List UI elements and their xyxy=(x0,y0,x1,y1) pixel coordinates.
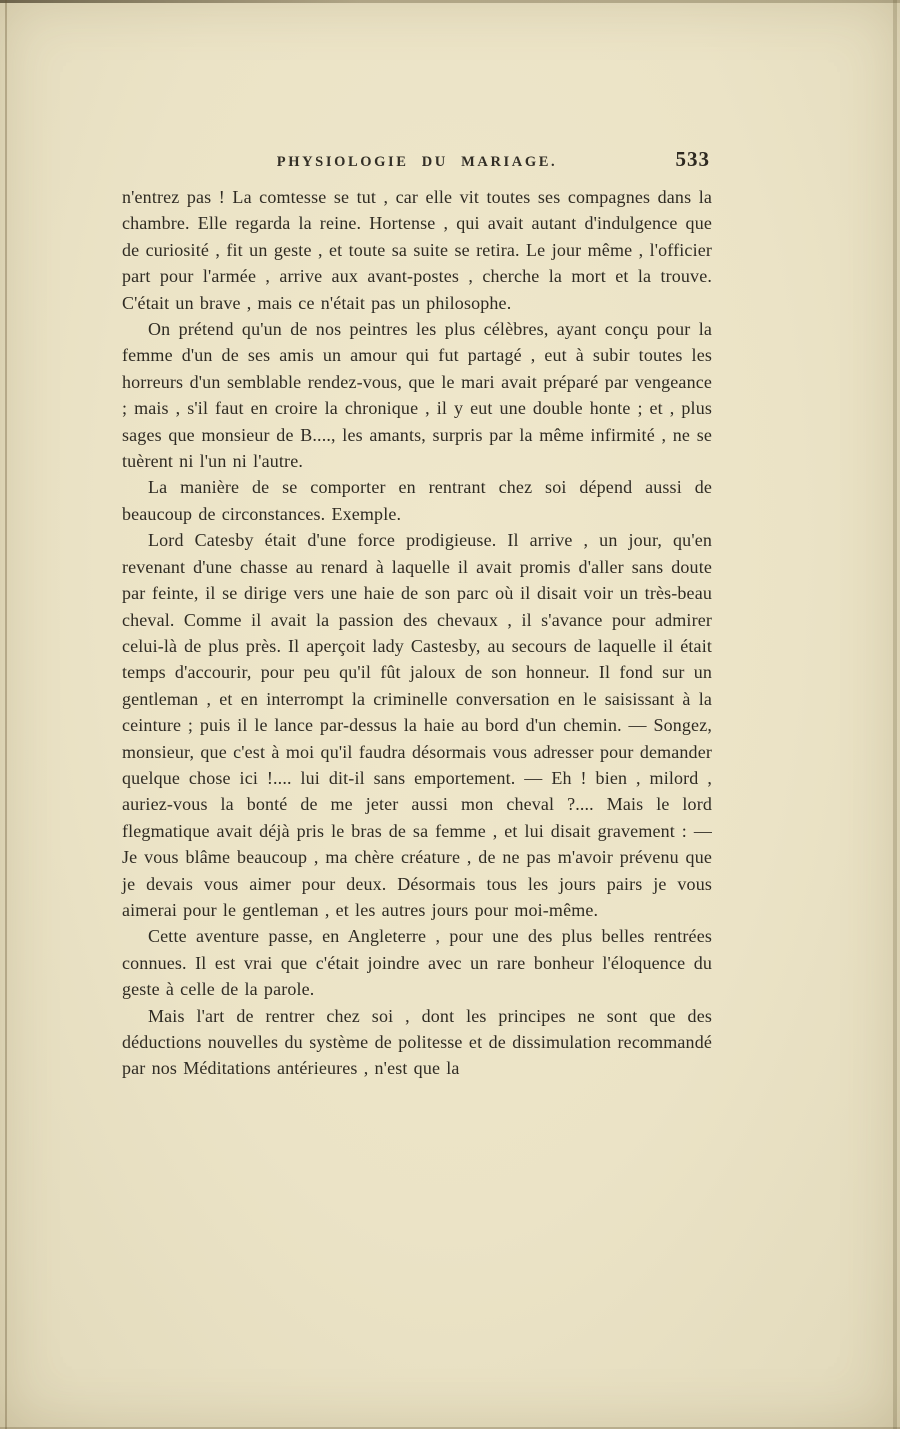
page-edge-left xyxy=(5,0,7,1429)
text-block xyxy=(122,184,712,1082)
page-edge-top xyxy=(0,0,900,3)
page-header-title: PHYSIOLOGIE DU MARIAGE. xyxy=(276,154,558,170)
body-paragraph: On prétend qu'un de nos peintres les plus célèbres, ayant conçu pour la femme d'un de ses amis un amour qui fut partagé , eut à subir toutes les horreurs d'un semblable rendez-vous, que le mari avait préparé par vengeance ; mais , s'il faut en croire la chronique , il y eut une double honte ; et , plus sages que monsieur de B...., les amants, surpris par la même infirmité , ne se tuèrent ni l'un ni l'autre. xyxy=(122,319,712,472)
body-paragraph: Mais l'art de rentrer chez soi , dont les principes ne sont que des déductions nouvelles du système de politesse et de dissimulation recommandé par nos Méditations antérieures , n'est que la xyxy=(122,1005,712,1079)
page-number: 533 xyxy=(675,147,710,171)
body-paragraph: La manière de se comporter en rentrant chez soi dépend aussi de beaucoup de circonstances. Exemple. xyxy=(122,477,712,524)
body-paragraph: n'entrez pas ! La comtesse se tut , car elle vit toutes ses compagnes dans la chambre. Elle regarda la reine. Hortense , qui avait autant d'indulgence que de curiosité , fit un geste , et toute sa suite se retira. Le jour même , l'officier part pour l'armée , arrive aux avant-postes , cherche la mort et la trouve. C'était un brave , mais ce n'était pas un philosophe. xyxy=(122,187,712,313)
body-paragraph: Lord Catesby était d'une force prodigieuse. Il arrive , un jour, qu'en revenant d'une chasse au renard à laquelle il avait promis d'aller sans doute par feinte, il se dirige vers une haie de son parc où il disait voir un très-beau cheval. Comme il avait la passion des chevaux , il s'avance pour admirer celui-là de plus près. Il aperçoit lady Castesby, au secours de laquelle il était temps d'accourir, pour peu qu'il fût jaloux de son honneur. Il fond sur un gentleman , et en interrompt la criminelle conversation en le saisissant à la ceinture ; puis il le lance par-dessus la haie au bord d'un chemin. — Songez, monsieur, que c'est à moi qu'il faudra désormais vous adresser pour demander quelque chose ici !.... lui dit-il sans emportement. — Eh ! bien , milord , auriez-vous la bonté de me jeter aussi mon cheval ?.... Mais le lord flegmatique avait déjà pris le bras de sa femme , et lui disait gravement : — Je vous blâme beaucoup , ma chère créature , de ne pas m'avoir prévenu que je devais vous aimer pour deux. Désormais tous les jours pairs je vous aimerai pour le gentleman , et les autres jours pour moi-même. xyxy=(122,530,712,920)
body-paragraph: Cette aventure passe, en Angleterre , pour une des plus belles rentrées connues. Il est vrai que c'était joindre avec un rare bonheur l'éloquence du geste à celle de la parole. xyxy=(122,926,712,1000)
page-edge-right xyxy=(893,0,897,1429)
running-header xyxy=(122,147,712,176)
